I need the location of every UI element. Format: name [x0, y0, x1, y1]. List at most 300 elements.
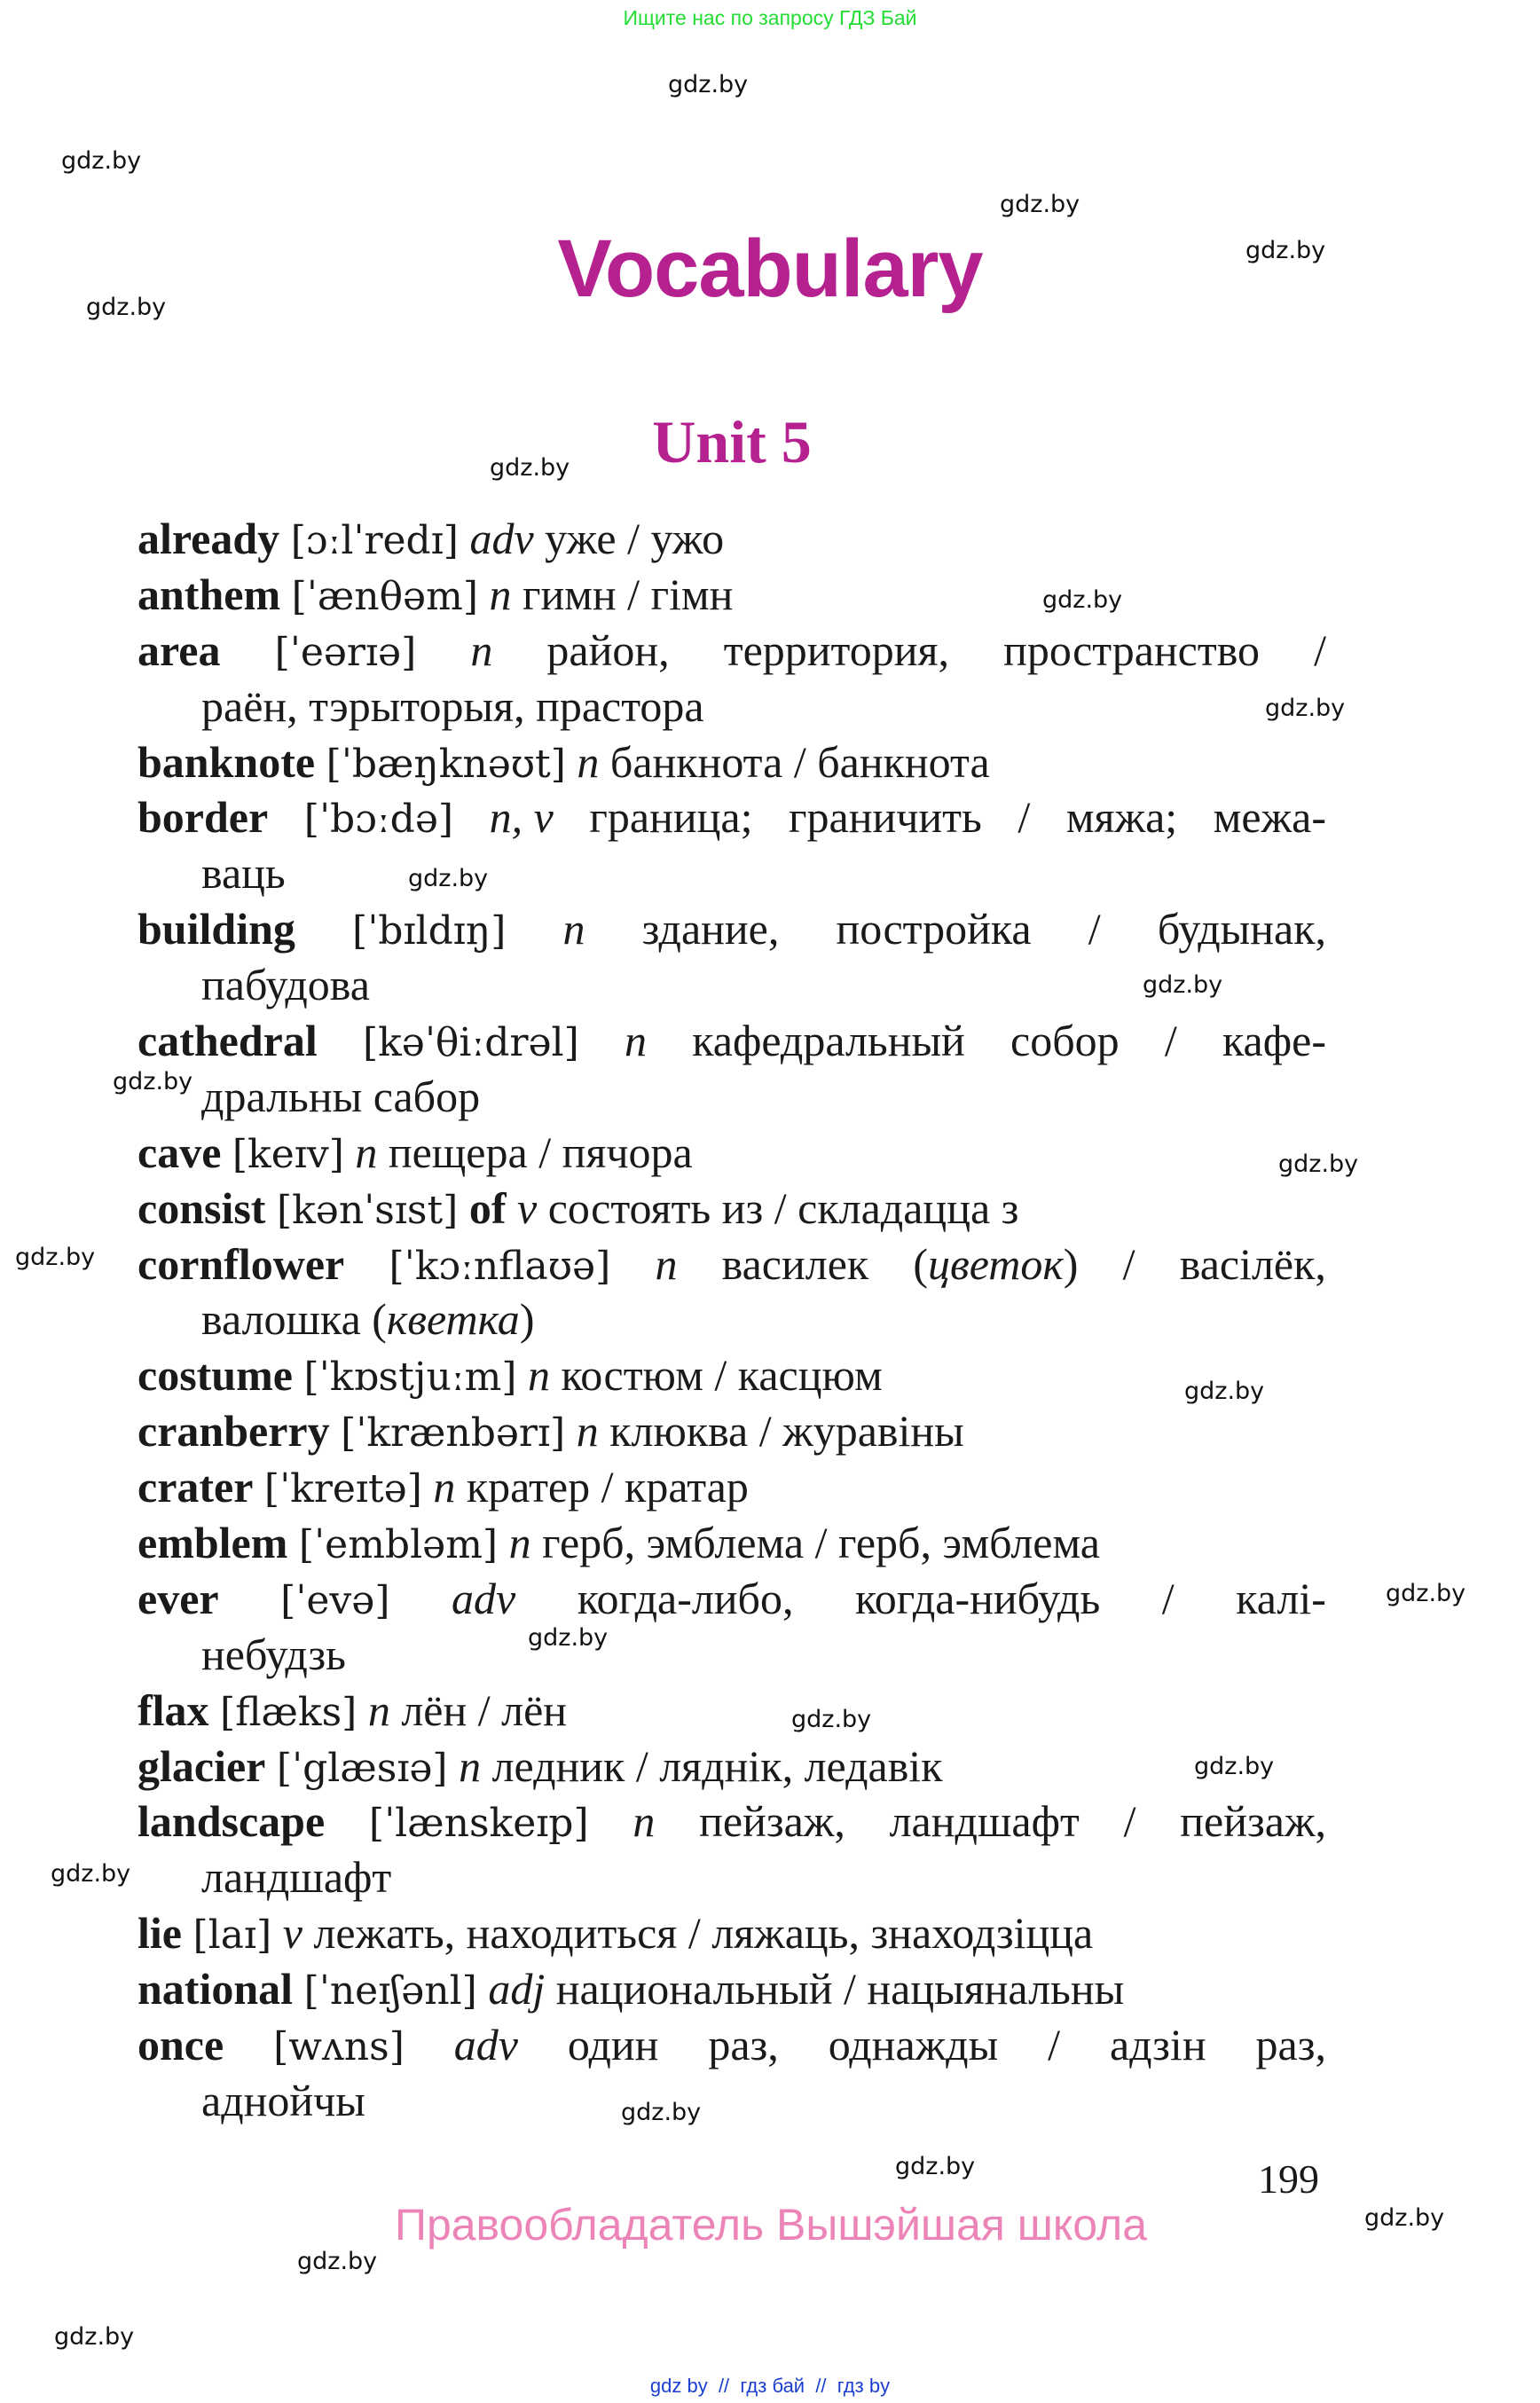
- translation: /: [1161, 1573, 1175, 1623]
- word-group: [1110, 2017, 1206, 2073]
- word-group: [738, 1347, 883, 1403]
- word-group: [1165, 1013, 1177, 1069]
- word-group: [759, 1403, 772, 1459]
- part-of-speech: n: [577, 736, 600, 787]
- word-group: [201, 2073, 365, 2129]
- vocab-entry-crater: [138, 1459, 1326, 1515]
- watermark: gdz.by: [54, 2323, 135, 2351]
- translation: находиться: [466, 1908, 678, 1959]
- transcription: [ˈlænskeɪp]: [368, 1801, 589, 1847]
- translation: ваць: [201, 848, 286, 899]
- word-group: [870, 1905, 1093, 1961]
- word-group: [303, 1347, 516, 1403]
- word-group: [855, 1571, 1100, 1627]
- translation: раз,: [708, 2020, 779, 2070]
- word-group: [201, 845, 286, 901]
- transcription: [ˈkrænbərɪ]: [341, 1410, 566, 1457]
- word-group: [913, 1237, 1078, 1292]
- entry-line: [138, 1739, 1326, 1794]
- word-group: [688, 1905, 701, 1961]
- translation: граничить: [789, 792, 982, 843]
- word-group: [369, 1794, 589, 1849]
- entry-continuation-line: [138, 1627, 1326, 1683]
- watermark: gdz.by: [1265, 695, 1346, 722]
- translation: пещера: [388, 1127, 528, 1177]
- watermark: gdz.by: [15, 1244, 96, 1271]
- word-group: [528, 1347, 550, 1403]
- word-group: [659, 1739, 793, 1794]
- word-group: [509, 1515, 531, 1571]
- translation: костюм: [561, 1350, 703, 1401]
- part-of-speech: adv: [452, 1573, 516, 1623]
- transcription: [ˈembləm]: [298, 1522, 499, 1568]
- entry-line: [138, 1013, 1326, 1069]
- watermark: gdz.by: [1245, 237, 1326, 264]
- translation: когда-либо,: [577, 1573, 794, 1623]
- word-group: [1066, 789, 1177, 845]
- word-group: [459, 1739, 481, 1794]
- vocab-entry-costume: [138, 1347, 1326, 1403]
- vocab-entry-ever: [138, 1571, 1326, 1683]
- translation: граница;: [589, 792, 753, 843]
- word-group: [548, 1181, 711, 1237]
- translation: район,: [546, 624, 670, 675]
- headword: flax: [138, 1684, 209, 1735]
- translation: тэрыторыя,: [309, 680, 525, 731]
- word-group: [490, 789, 554, 845]
- translation: дральны: [201, 1071, 363, 1121]
- word-group: [280, 1571, 389, 1627]
- word-group: [201, 957, 370, 1013]
- word-group: [138, 734, 315, 790]
- part-of-speech: n: [489, 569, 512, 619]
- translation: когда-нибудь: [855, 1573, 1101, 1623]
- word-group: [138, 2017, 224, 2073]
- headword: already: [138, 514, 280, 563]
- translation: кратар: [625, 1462, 749, 1512]
- word-group: [1002, 1181, 1019, 1237]
- transcription: [laɪ]: [192, 1912, 272, 1959]
- word-group: [501, 1683, 567, 1739]
- page-title: Vocabulary: [557, 224, 983, 314]
- translation: сабор: [373, 1071, 481, 1121]
- translation: эмблема: [646, 1518, 805, 1568]
- word-group: [563, 901, 585, 957]
- word-group: [326, 734, 566, 790]
- word-group: [275, 623, 417, 679]
- search-banner: Ищите нас по запросу ГДЗ Бай: [623, 6, 917, 29]
- translation: /: [814, 1518, 828, 1568]
- translation: гімн: [650, 569, 734, 619]
- translation: герб,: [542, 1518, 636, 1568]
- word-group: [625, 1013, 647, 1069]
- word-group: [138, 1181, 265, 1237]
- part-of-speech: n: [562, 904, 585, 954]
- word-group: [401, 1683, 467, 1739]
- watermark: gdz.by: [408, 865, 489, 892]
- headword: national: [138, 1964, 294, 2014]
- transcription: [flæks]: [220, 1689, 358, 1735]
- translation: /: [793, 736, 806, 787]
- entry-continuation-line: [138, 679, 1326, 734]
- translation: касцюм: [737, 1350, 883, 1401]
- entry-continuation-line: [138, 2073, 1326, 2129]
- word-group: [782, 1403, 964, 1459]
- word-group: [433, 1459, 455, 1515]
- vocab-entry-landscape: [138, 1794, 1326, 1905]
- word-group: [829, 2017, 999, 2073]
- word-group: [625, 1459, 749, 1515]
- part-of-speech: adj: [488, 1964, 546, 2014]
- vocab-entry-area: [138, 623, 1326, 734]
- translation: (: [372, 1294, 387, 1345]
- watermark: gdz.by: [1042, 586, 1123, 614]
- headword: crater: [138, 1462, 254, 1512]
- watermark: gdz.by: [528, 1624, 609, 1652]
- entry-continuation-line: [138, 1292, 1326, 1347]
- translation: василек: [721, 1238, 869, 1289]
- watermark: gdz.by: [86, 294, 167, 321]
- translation: состоять: [547, 1182, 711, 1233]
- word-group: [454, 2017, 518, 2073]
- translation: /: [627, 569, 640, 619]
- word-group: [545, 511, 616, 567]
- entry-line: [138, 1515, 1326, 1571]
- word-group: [577, 734, 599, 790]
- word-group: [708, 2017, 778, 2073]
- watermark: gdz.by: [1194, 1753, 1275, 1780]
- word-group: [264, 1459, 422, 1515]
- word-group: [798, 1181, 990, 1237]
- entry-line: [138, 1961, 1326, 2017]
- entry-continuation-line: [138, 957, 1326, 1013]
- word-group: [627, 511, 640, 567]
- word-group: [488, 1961, 545, 2017]
- word-group: [138, 1571, 219, 1627]
- word-group: [277, 1181, 458, 1237]
- part-of-speech: n: [367, 1684, 390, 1735]
- page-number: 199: [1258, 2156, 1319, 2202]
- italic-note: кветка: [386, 1294, 520, 1345]
- translation: /: [1018, 792, 1031, 843]
- word-group: [291, 511, 459, 567]
- word-group: [632, 1794, 655, 1849]
- transcription: [ˈbɔːdə]: [303, 797, 454, 843]
- word-group: [1214, 789, 1326, 845]
- headword: emblem: [138, 1518, 288, 1568]
- word-group: [722, 1181, 764, 1237]
- headword: cathedral: [138, 1016, 318, 1066]
- vocab-entry-already: [138, 511, 1326, 567]
- word-group: [138, 1237, 344, 1292]
- word-group: [138, 1515, 287, 1571]
- word-group: [138, 1403, 330, 1459]
- translation: /: [627, 514, 640, 563]
- headword: cranberry: [138, 1406, 330, 1457]
- translation: один: [567, 2020, 659, 2070]
- word-group: [489, 567, 511, 623]
- word-group: [299, 1515, 498, 1571]
- word-group: [647, 1515, 805, 1571]
- word-group: [1158, 901, 1326, 957]
- word-group: [138, 1013, 318, 1069]
- translation: (: [913, 1238, 929, 1289]
- italic-note: цветок: [928, 1238, 1064, 1289]
- entry-continuation-line: [138, 1069, 1326, 1125]
- word-group: [844, 1961, 856, 2017]
- word-group: [1256, 2017, 1326, 2073]
- entry-line: [138, 511, 1326, 567]
- part-of-speech: n: [355, 1127, 378, 1177]
- watermark: gdz.by: [1143, 971, 1223, 999]
- headword: consist: [138, 1182, 266, 1233]
- word-group: [352, 901, 506, 957]
- vocab-entry-once: [138, 2017, 1326, 2129]
- word-group: [492, 1739, 625, 1794]
- translation: знаходзіцца: [870, 1908, 1094, 1959]
- translation: пейзаж,: [1180, 1796, 1326, 1847]
- watermark: gdz.by: [1278, 1150, 1359, 1178]
- translation: журавіны: [782, 1406, 964, 1457]
- word-group: [601, 1459, 614, 1515]
- transcription: [ˈevə]: [280, 1577, 390, 1623]
- headword: glacier: [138, 1740, 266, 1791]
- word-group: [372, 1292, 534, 1347]
- translation: /: [774, 1182, 787, 1233]
- translation: нацыянальны: [867, 1964, 1125, 2014]
- headword: costume: [138, 1350, 293, 1401]
- transcription: [keɪv]: [232, 1131, 344, 1177]
- entry-line: [138, 1794, 1326, 1849]
- transcription: [ˈbɪldɪŋ]: [352, 908, 507, 954]
- translation: герб,: [837, 1518, 931, 1568]
- translation: ландшафт: [201, 1852, 392, 1903]
- footer-links[interactable]: gdz by // гдз бай // гдз by: [649, 2375, 891, 2397]
- word-group: [1123, 1237, 1135, 1292]
- word-group: [589, 789, 752, 845]
- entry-continuation-line: [138, 1849, 1326, 1905]
- entry-line: [138, 1459, 1326, 1515]
- word-group: [470, 623, 492, 679]
- translation: раён,: [201, 680, 298, 731]
- entry-line: [138, 1347, 1326, 1403]
- word-group: [138, 1961, 293, 2017]
- word-group: [714, 1347, 727, 1403]
- word-group: [292, 567, 478, 623]
- entry-line: [138, 623, 1326, 679]
- word-group: [655, 1237, 677, 1292]
- translation: клюква: [609, 1406, 749, 1457]
- word-group: [478, 1683, 491, 1739]
- entry-line: [138, 1125, 1326, 1181]
- headword: border: [138, 792, 269, 843]
- word-group: [538, 1125, 551, 1181]
- translation: /: [1164, 1016, 1177, 1066]
- word-group: [942, 1515, 1100, 1571]
- word-group: [469, 1181, 507, 1237]
- word-group: [774, 1181, 787, 1237]
- translation: собор: [1010, 1016, 1120, 1066]
- transcription: [wʌns]: [273, 2024, 405, 2070]
- entry-line: [138, 1905, 1326, 1961]
- word-group: [562, 1347, 703, 1403]
- translation: адзін: [1109, 2020, 1206, 2070]
- entry-line: [138, 1571, 1326, 1627]
- part-of-speech: v: [517, 1182, 538, 1233]
- word-group: [467, 1459, 590, 1515]
- transcription: [ˈkreɪtə]: [263, 1466, 422, 1512]
- translation: межа-: [1213, 792, 1326, 843]
- word-group: [389, 1237, 610, 1292]
- word-group: [469, 511, 533, 567]
- translation: раз,: [1255, 2020, 1326, 2070]
- word-group: [556, 1961, 833, 2017]
- part-of-speech: adv: [453, 2020, 518, 2070]
- word-group: [138, 623, 220, 679]
- word-group: [1162, 1571, 1175, 1627]
- translation: уже: [545, 514, 617, 563]
- translation: мяжа;: [1065, 792, 1178, 843]
- watermark: gdz.by: [51, 1860, 131, 1888]
- translation: банкнота: [817, 736, 990, 787]
- translation: /: [714, 1350, 727, 1401]
- word-group: [1180, 1237, 1326, 1292]
- word-group: [201, 1069, 362, 1125]
- translation: пространство: [1003, 624, 1260, 675]
- word-group: [201, 679, 298, 734]
- part-of-speech: n: [433, 1462, 456, 1512]
- word-group: [609, 1403, 748, 1459]
- translation: /: [538, 1127, 552, 1177]
- transcription: [ɔːlˈredɪ]: [290, 518, 459, 563]
- word-group: [577, 1403, 599, 1459]
- word-group: [138, 1905, 182, 1961]
- translation: з: [1001, 1182, 1019, 1233]
- vocab-entry-building: [138, 901, 1326, 1013]
- entry-line: [138, 1683, 1326, 1739]
- part-of-speech: adv: [469, 514, 534, 563]
- bold-particle: of: [468, 1182, 507, 1233]
- watermark: gdz.by: [490, 454, 570, 482]
- word-group: [273, 2017, 405, 2073]
- translation: прастора: [536, 680, 704, 731]
- word-group: [1314, 623, 1326, 679]
- part-of-speech: n: [528, 1350, 550, 1401]
- translation: /: [1123, 1796, 1136, 1847]
- word-group: [789, 789, 982, 845]
- vocab-entry-cave: [138, 1125, 1326, 1181]
- translation: пейзаж,: [699, 1796, 845, 1847]
- word-group: [363, 1013, 579, 1069]
- entry-line: [138, 789, 1326, 845]
- translation: лежать,: [313, 1908, 456, 1959]
- translation: лён: [501, 1684, 568, 1735]
- translation: национальный: [555, 1964, 833, 2014]
- translation: постройка: [836, 904, 1032, 954]
- watermark: gdz.by: [668, 71, 749, 98]
- part-of-speech: n: [459, 1740, 482, 1791]
- translation: /: [843, 1964, 856, 2014]
- watermark: gdz.by: [1000, 191, 1080, 218]
- translation: васілёк,: [1179, 1238, 1326, 1289]
- word-group: [522, 567, 617, 623]
- watermark: gdz.by: [1184, 1378, 1265, 1405]
- word-group: [138, 1739, 265, 1794]
- entry-line: [138, 2017, 1326, 2073]
- transcription: [ˈkɔːnflaʊə]: [389, 1243, 611, 1289]
- word-group: [836, 901, 1031, 957]
- headword: building: [138, 904, 295, 954]
- headword: landscape: [138, 1796, 326, 1847]
- headword: cave: [138, 1127, 222, 1177]
- entry-line: [138, 567, 1326, 623]
- word-group: [1088, 901, 1101, 957]
- translation: ): [519, 1294, 535, 1345]
- headword: area: [138, 624, 221, 675]
- word-group: [867, 1961, 1124, 2017]
- part-of-speech: n: [576, 1406, 599, 1457]
- word-group: [651, 511, 725, 567]
- translation: ландшафт: [889, 1796, 1080, 1847]
- word-group: [138, 901, 295, 957]
- vocab-entry-national: [138, 1961, 1326, 2017]
- translation: /: [688, 1908, 701, 1959]
- watermark: gdz.by: [1386, 1580, 1466, 1607]
- word-group: [1236, 1571, 1326, 1627]
- entry-line: [138, 1237, 1326, 1292]
- word-group: [201, 1292, 361, 1347]
- word-group: [699, 1794, 845, 1849]
- word-group: [138, 1459, 253, 1515]
- entry-line: [138, 734, 1326, 790]
- word-group: [138, 1347, 293, 1403]
- word-group: [232, 1125, 344, 1181]
- translation: ледавік: [804, 1740, 943, 1791]
- watermark: gdz.by: [621, 2099, 702, 2126]
- word-group: [536, 679, 704, 734]
- word-group: [201, 1627, 346, 1683]
- watermark: gdz.by: [113, 1068, 193, 1095]
- translation: пячора: [562, 1127, 693, 1177]
- vocab-entry-lie: [138, 1905, 1326, 1961]
- copyright-notice: Правообладатель Вышэйшая школа: [395, 2200, 1147, 2250]
- word-group: [373, 1069, 480, 1125]
- translation: кафе-: [1222, 1016, 1326, 1066]
- vocabulary-list: [138, 511, 1326, 2129]
- part-of-speech: n: [632, 1796, 656, 1847]
- headword: once: [138, 2020, 224, 2070]
- vocab-entry-flax: [138, 1683, 1326, 1739]
- part-of-speech: v: [282, 1908, 302, 1959]
- word-group: [309, 679, 524, 734]
- translation: территория,: [723, 624, 949, 675]
- word-group: [817, 734, 989, 790]
- word-group: [542, 1515, 635, 1571]
- translation: ляднік,: [659, 1740, 794, 1791]
- translation: ляжаць,: [711, 1908, 860, 1959]
- word-group: [651, 567, 734, 623]
- word-group: [138, 1125, 221, 1181]
- word-group: [692, 1013, 965, 1069]
- word-group: [890, 1794, 1080, 1849]
- part-of-speech: n: [655, 1238, 678, 1289]
- vocab-entry-cranberry: [138, 1403, 1326, 1459]
- translation: кратер: [466, 1462, 591, 1512]
- translation: гимн: [522, 569, 617, 619]
- unit-heading: Unit 5: [652, 408, 812, 475]
- translation: однажды: [828, 2020, 999, 2070]
- word-group: [220, 1683, 357, 1739]
